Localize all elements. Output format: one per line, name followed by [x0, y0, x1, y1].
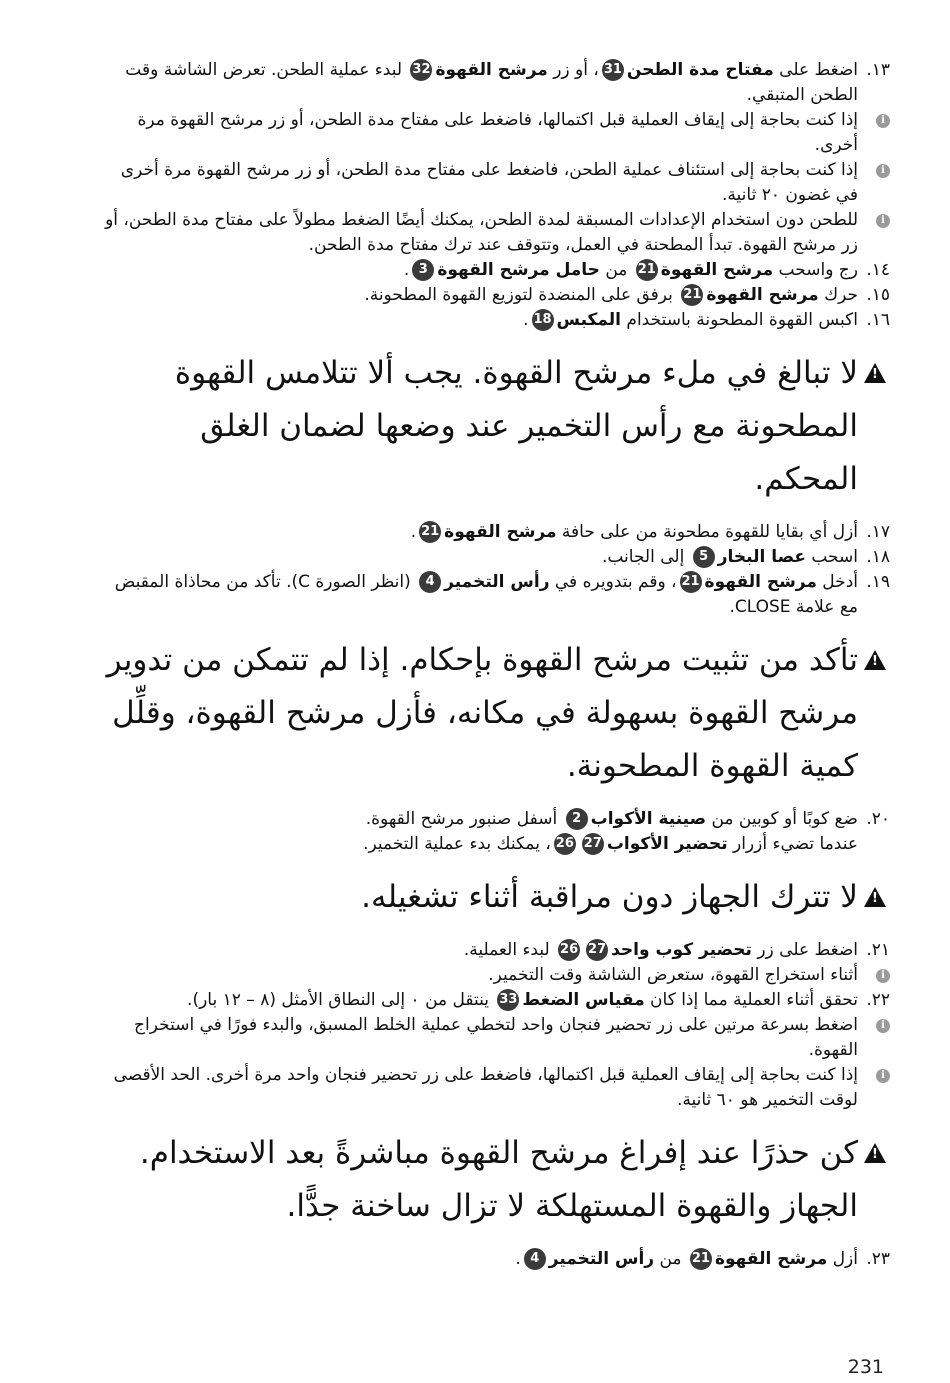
step-text: ضع كوبًا أو كوبين من	[706, 809, 858, 829]
step-21	[95, 938, 890, 963]
part-name: مقياس الضغط	[522, 990, 645, 1010]
step-text: اكبس القهوة المطحونة باستخدام	[621, 310, 858, 330]
step-text: ، يمكنك بدء عملية التخمير.	[363, 834, 551, 854]
info-icon: i	[876, 164, 890, 178]
note-text: إذا كنت بحاجة إلى إيقاف العملية قبل اكتمالها، فاضغط على مفتاح مدة الطحن، أو زر مرشح القهوة مرة أخرى.	[137, 110, 858, 155]
part-name: مرشح القهوة	[444, 522, 557, 542]
step-16	[95, 308, 890, 333]
warning-triangle-icon	[864, 650, 886, 670]
note-text: للطحن دون استخدام الإعدادات المسبقة لمدة الطحن، يمكنك أيضًا الضغط مطولاً على مفتاح مدة الطحن، أو زر مرشح القهوة. تبدأ المطحنة في العمل، وتتوقف عند ترك مفتاح مدة الطحن.	[105, 210, 858, 255]
step-text: .	[523, 310, 529, 330]
part-reference-badge: 4	[419, 571, 441, 593]
info-note	[95, 963, 890, 988]
warning-block	[95, 871, 890, 924]
step-text: ، وقم بتدويره في	[549, 572, 677, 592]
part-name: حامل مرشح القهوة	[437, 260, 600, 280]
part-reference-badge: 18	[532, 309, 554, 331]
step-20	[95, 807, 890, 857]
step-number: ١٩.	[866, 572, 890, 592]
warning-text: تأكد من تثبيت مرشح القهوة بإحكام. إذا لم تتمكن من تدوير مرشح القهوة بسهولة في مكانه، فأزل مرشح القهوة، وقلِّل كمية القهوة المطحونة.	[106, 642, 858, 784]
warning-text: لا تبالغ في ملء مرشح القهوة. يجب ألا تتلامس القهوة المطحونة مع رأس التخمير عند وضعها لضمان الغلق المحكم.	[174, 355, 858, 497]
part-reference-badge: 21	[680, 571, 702, 593]
part-name: مفتاح مدة الطحن	[626, 60, 774, 80]
info-note	[95, 158, 890, 208]
step-text: تحقق أثناء العملية مما إذا كان	[644, 990, 858, 1010]
info-note	[95, 1013, 890, 1063]
warning-block	[95, 347, 890, 506]
step-text: .	[410, 522, 417, 542]
manual-page	[95, 58, 890, 1272]
step-text: (انظر الصورة C). تأكد من محاذاة المقبض مع علامة CLOSE.	[114, 572, 858, 617]
info-icon: i	[876, 114, 890, 128]
note-text: إذا كنت بحاجة إلى استئناف عملية الطحن، فاضغط على مفتاح مدة الطحن، أو زر مرشح القهوة مرة أخرى في غضون ٢٠ ثانية.	[120, 160, 858, 205]
step-number: ١٨.	[866, 547, 890, 567]
step-text: عندما تضيء أزرار	[727, 834, 858, 854]
part-reference-badge: 26	[558, 939, 580, 961]
part-name: مرشح القهوة	[660, 260, 774, 280]
info-note	[95, 208, 890, 258]
info-note	[95, 1063, 890, 1113]
part-reference-badge: 3	[412, 259, 434, 281]
info-note	[95, 108, 890, 158]
part-reference-badge: 5	[693, 546, 715, 568]
warning-text: لا تترك الجهاز دون مراقبة أثناء تشغيله.	[361, 879, 858, 915]
step-text: برفق على المنضدة لتوزيع القهوة المطحونة.	[364, 285, 679, 305]
note-text: أثناء استخراج القهوة، ستعرض الشاشة وقت التخمير.	[488, 965, 858, 985]
step-text: لبدء عملية الطحن. تعرض الشاشة وقت الطحن المتبقي.	[125, 60, 858, 105]
part-reference-badge: 33	[497, 989, 519, 1011]
part-name: مرشح القهوة	[714, 1249, 828, 1269]
part-reference-badge: 32	[410, 59, 432, 81]
step-text: إلى الجانب.	[601, 547, 690, 567]
step-text: .	[403, 260, 410, 280]
part-name: مرشح القهوة	[706, 285, 819, 305]
step-text: ، أو زر	[547, 60, 599, 80]
step-text: اضغط على زر	[751, 940, 858, 960]
warning-triangle-icon	[864, 1143, 886, 1163]
part-reference-badge: 27	[582, 833, 604, 855]
info-icon: i	[876, 214, 890, 228]
part-reference-badge: 21	[636, 259, 658, 281]
step-22	[95, 988, 890, 1013]
part-reference-badge: 21	[419, 521, 441, 543]
page-number: 231	[847, 1356, 884, 1378]
part-name: المكبس	[556, 310, 622, 330]
part-name: رأس التخمير	[444, 572, 550, 592]
info-icon: i	[876, 1069, 890, 1083]
step-number: ٢٠.	[866, 809, 890, 829]
info-icon: i	[876, 969, 890, 983]
step-text: أزل أي بقايا للقهوة مطحونة من على حافة	[556, 522, 858, 542]
step-text: اسحب	[805, 547, 858, 567]
warning-text: كن حذرًا عند إفراغ مرشح القهوة مباشرةً بعد الاستخدام. الجهاز والقهوة المستهلكة لا تزال ساخنة جدًّا.	[139, 1135, 858, 1224]
step-number: ١٥.	[866, 285, 890, 305]
warning-block	[95, 1127, 890, 1233]
step-number: ٢١.	[866, 940, 890, 960]
part-name: عصا البخار	[717, 547, 806, 567]
step-text: من	[599, 260, 633, 280]
part-reference-badge: 21	[690, 1248, 712, 1270]
step-number: ١٤.	[866, 260, 890, 280]
warning-triangle-icon	[864, 887, 886, 907]
step-number: ٢٢.	[866, 990, 890, 1010]
step-13	[95, 58, 890, 108]
part-name: مرشح القهوة	[704, 572, 817, 592]
part-reference-badge: 4	[524, 1248, 546, 1270]
step-number: ١٧.	[866, 522, 890, 542]
step-17	[95, 520, 890, 545]
step-text: أسفل صنبور مرشح القهوة.	[365, 809, 563, 829]
step-19	[95, 570, 890, 620]
note-text: اضغط بسرعة مرتين على زر تحضير فنجان واحد لتخطي عملية الخلط المسبق، والبدء فورًا في استخراج القهوة.	[134, 1015, 858, 1060]
step-text: لبدء العملية.	[463, 940, 556, 960]
step-text: رج واسحب	[773, 260, 858, 280]
step-18	[95, 545, 890, 570]
part-name: رأس التخمير	[548, 1249, 655, 1269]
part-name: صينية الأكواب	[590, 809, 707, 829]
step-text: ينتقل من ٠ إلى النطاق الأمثل (٨ – ١٢ بار).	[187, 990, 495, 1010]
warning-block	[95, 634, 890, 793]
step-23	[95, 1247, 890, 1272]
step-number: ٢٣.	[866, 1249, 890, 1269]
step-15	[95, 283, 890, 308]
part-reference-badge: 2	[566, 808, 588, 830]
warning-triangle-icon	[864, 363, 886, 383]
step-text: .	[515, 1249, 521, 1269]
info-icon: i	[876, 1019, 890, 1033]
step-14	[95, 258, 890, 283]
step-text: أدخل	[816, 572, 858, 592]
part-reference-badge: 27	[586, 939, 608, 961]
step-number: ١٣.	[866, 60, 890, 80]
step-text: اضغط على	[773, 60, 858, 80]
part-reference-badge: 31	[602, 59, 624, 81]
part-reference-badge: 26	[554, 833, 576, 855]
note-text: إذا كنت بحاجة إلى إيقاف العملية قبل اكتمالها، فاضغط على زر تحضير فنجان واحد مرة أخرى. الحد الأقصى لوقت التخمير هو ٦٠ ثانية.	[113, 1065, 858, 1110]
part-reference-badge: 21	[681, 284, 703, 306]
part-name: تحضير الأكواب	[606, 834, 728, 854]
part-name: تحضير كوب واحد	[611, 940, 752, 960]
part-name: مرشح القهوة	[435, 60, 548, 80]
step-text: حرك	[818, 285, 858, 305]
step-text: من	[654, 1249, 687, 1269]
step-text: أزل	[827, 1249, 858, 1269]
step-number: ١٦.	[866, 310, 890, 330]
